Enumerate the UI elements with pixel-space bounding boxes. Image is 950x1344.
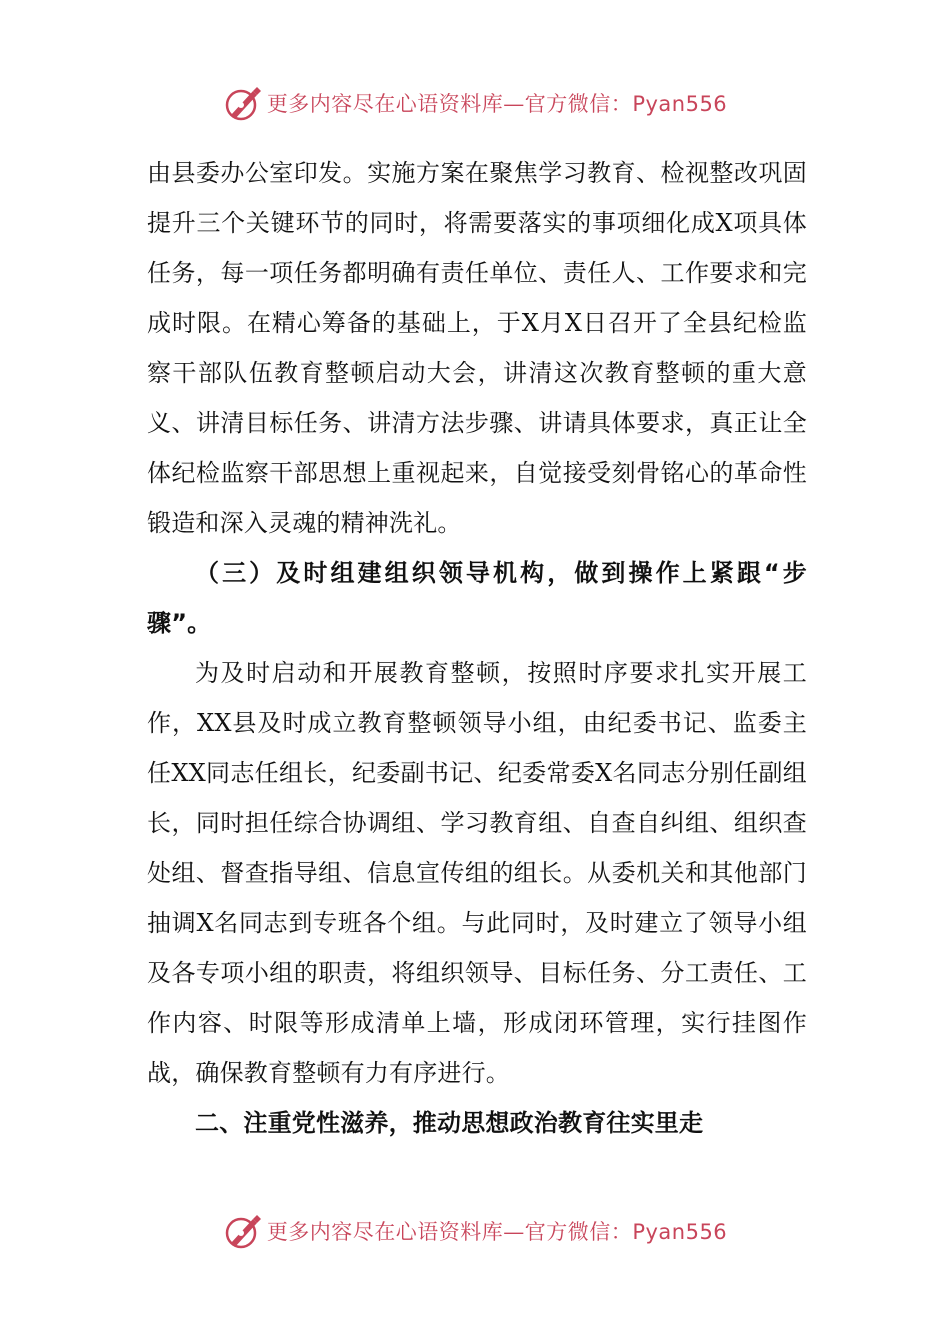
pen-circle-logo-icon — [223, 1211, 263, 1251]
footer-banner — [0, 1208, 950, 1254]
section-heading-2: 二、注重党性滋养，推动思想政治教育往实里走 — [195, 1109, 704, 1137]
banner-text: 更多内容尽在心语资料库—官方微信：Pyan556 — [266, 92, 728, 116]
header-banner — [0, 80, 950, 126]
wechat-id: Pyan556 — [632, 1220, 728, 1244]
subheading-3: （三）及时组建组织领导机构，做到操作上紧跟“步骤”。 — [147, 559, 807, 637]
pen-circle-logo-icon — [223, 83, 263, 123]
document-body — [147, 148, 807, 1148]
paragraph-2: 为及时启动和开展教育整顿，按照时序要求扎实开展工作，XX县及时成立教育整顿领导小组，由纪委书记、监委主任XX同志任组长，纪委副书记、纪委常委X名同志分别任副组长，同时担任综合协调组、学习教育组、自查自纠组、组织查处组、督查指导组、信息宣传组的组长。从委机关和其他部门抽调X名同志到专班各个组。与此同时，及时建立了领导小组及各专项小组的职责，将组织领导、目标任务、分工责任、工作内容、时限等形成清单上墙，形成闭环管理，实行挂图作战，确保教育整顿有力有序进行。 — [147, 659, 807, 1087]
paragraph-1: 由县委办公室印发。实施方案在聚焦学习教育、检视整改巩固提升三个关键环节的同时，将需要落实的事项细化成X项具体任务，每一项任务都明确有责任单位、责任人、工作要求和完成时限。在精心筹备的基础上，于X月X日召开了全县纪检监察干部队伍教育整顿启动大会，讲清这次教育整顿的重大意义、讲清目标任务、讲清方法步骤、讲请具体要求，真正让全体纪检监察干部思想上重视起来，自觉接受刻骨铭心的革命性锻造和深入灵魂的精神洗礼。 — [147, 159, 807, 537]
banner-text: 更多内容尽在心语资料库—官方微信：Pyan556 — [266, 1220, 728, 1244]
wechat-id: Pyan556 — [632, 92, 728, 116]
